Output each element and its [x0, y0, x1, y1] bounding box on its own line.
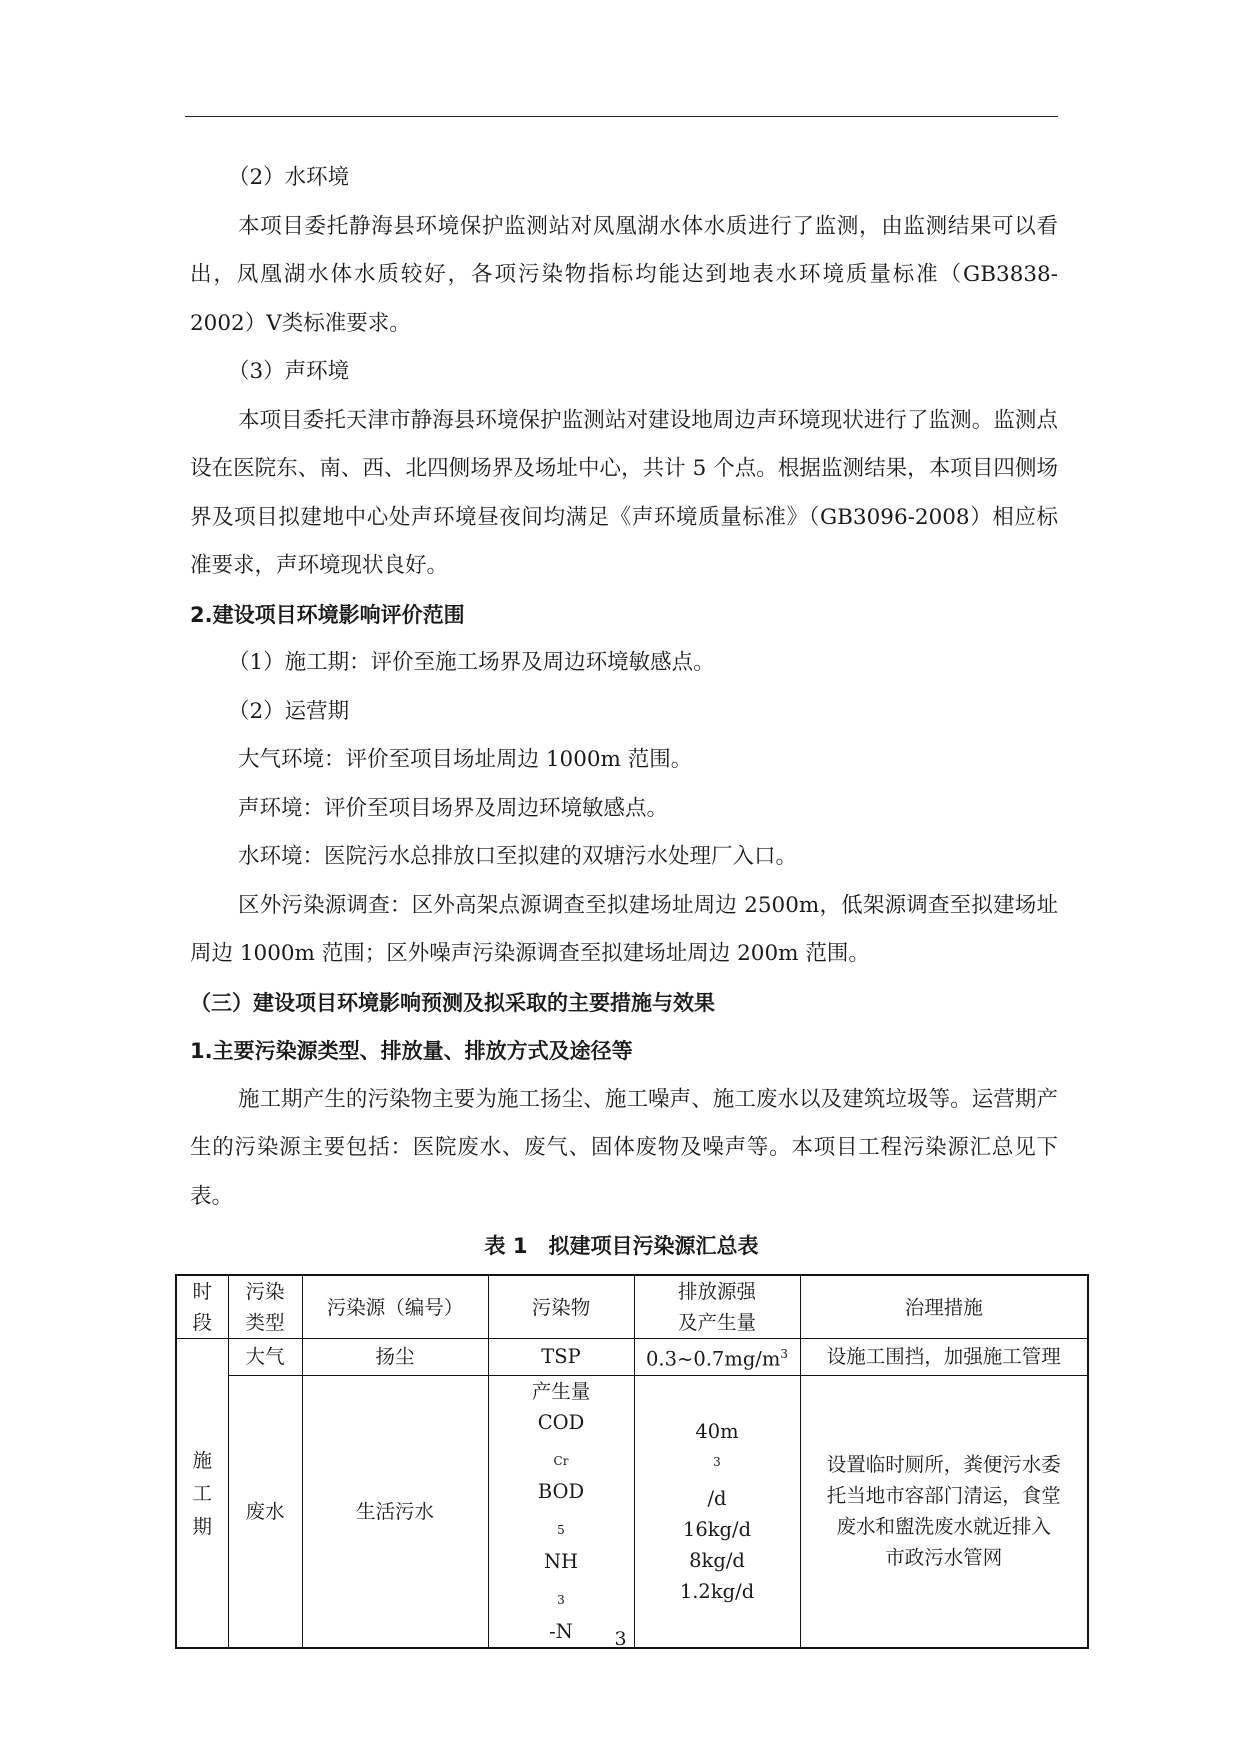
scope-noise: 声环境：评价至项目场界及周边环境敏感点。	[238, 795, 669, 821]
measure-water: 设置临时厕所，粪便污水委 托当地市容部门清运，食堂 废水和盥洗废水就近排入 市政污水管网	[800, 1375, 1088, 1648]
source-dust: 扬尘	[302, 1339, 488, 1376]
amount-list: 40m $^3$ /d 16kg/d 8kg/d 1.2kg/d	[634, 1375, 800, 1648]
measure-air: 设施工围挡，加强施工管理	[800, 1339, 1088, 1376]
period-construction: 施 工 期	[176, 1339, 228, 1649]
water-heading: （2）水环境	[228, 165, 350, 190]
type-water: 废水	[228, 1375, 302, 1648]
table-caption: 表 1 拟建项目污染源汇总表	[484, 1234, 759, 1258]
header-rule	[185, 116, 1058, 117]
part3-heading: （三）建设项目环境影响预测及拟采取的主要措施与效果	[190, 990, 715, 1015]
scope-heading: 2.建设项目环境影响评价范围	[190, 602, 465, 627]
noise-heading: （3）声环境	[228, 359, 350, 384]
scope-air: 大气环境：评价至项目场址周边 1000m 范围。	[238, 747, 693, 772]
scope-operation: （2）运营期	[228, 698, 350, 724]
header-pollutant: 污染物	[488, 1275, 634, 1339]
table-row	[176, 1375, 1088, 1648]
water-paragraph: 本项目委托静海县环境保护监测站对凤凰湖水体水质进行了监测，由监测结果可以看出，凤凰湖水体水质较好，各项污染物指标均能达到地表水环境质量标准（GB3838- 2002）Ⅴ类标准要求。	[190, 213, 1058, 336]
source-domestic-sewage: 生活污水	[302, 1375, 488, 1648]
scope-construction: （1）施工期：评价至施工场界及周边环境敏感点。	[228, 650, 715, 675]
sources-paragraph: 施工期产生的污染物主要为施工扬尘、施工噪声、施工废水以及建筑垃圾等。运营期产生的污染源主要包括：医院废水、废气、固体废物及噪声等。本项目工程污染源汇总见下表。	[190, 1086, 1058, 1209]
pollutant-tsp: TSP	[488, 1339, 634, 1376]
sources-heading: 1.主要污染源类型、排放量、排放方式及途径等	[190, 1039, 633, 1063]
type-air: 大气	[228, 1339, 302, 1376]
pollution-source-table	[175, 1274, 1089, 1649]
header-measure: 治理措施	[800, 1275, 1088, 1339]
scope-outside: 区外污染源调查：区外高架点源调查至拟建场址周边 2500m，低架源调查至拟建场址周边 1000m 范围；区外噪声污染源调查至拟建场址周边 200m 范围。	[190, 892, 1058, 966]
scope-water: 水环境：医院污水总排放口至拟建的双塘污水处理厂入口。	[238, 844, 798, 869]
noise-paragraph: 本项目委托天津市静海县环境保护监测站对建设地周边声环境现状进行了监测。监测点设在医院东、南、西、北四侧场界及场址中心，共计 5 个点。根据监测结果，本项目四侧场界及项目拟建地中心处声环境昼夜间均满足《声环境质量标准》（GB3096-2008）相应标准要求，声环境现状良好。	[190, 407, 1058, 578]
body-text-upper	[190, 154, 1058, 1221]
amount-tsp: $0.3\sim 0.7mg/m^3$	[634, 1339, 800, 1376]
table-header-row	[176, 1275, 1088, 1339]
header-amount: 排放源强 及产生量	[634, 1275, 800, 1339]
page-number: 3	[614, 1628, 627, 1650]
table-row	[176, 1339, 1088, 1376]
header-period: 时 段	[176, 1275, 228, 1339]
pollutant-list: 产生量 COD $_{Cr}$ BOD $_5$ NH $_3$ -N	[488, 1375, 634, 1648]
header-type: 污染 类型	[228, 1275, 302, 1339]
header-source: 污染源（编号）	[302, 1275, 488, 1339]
